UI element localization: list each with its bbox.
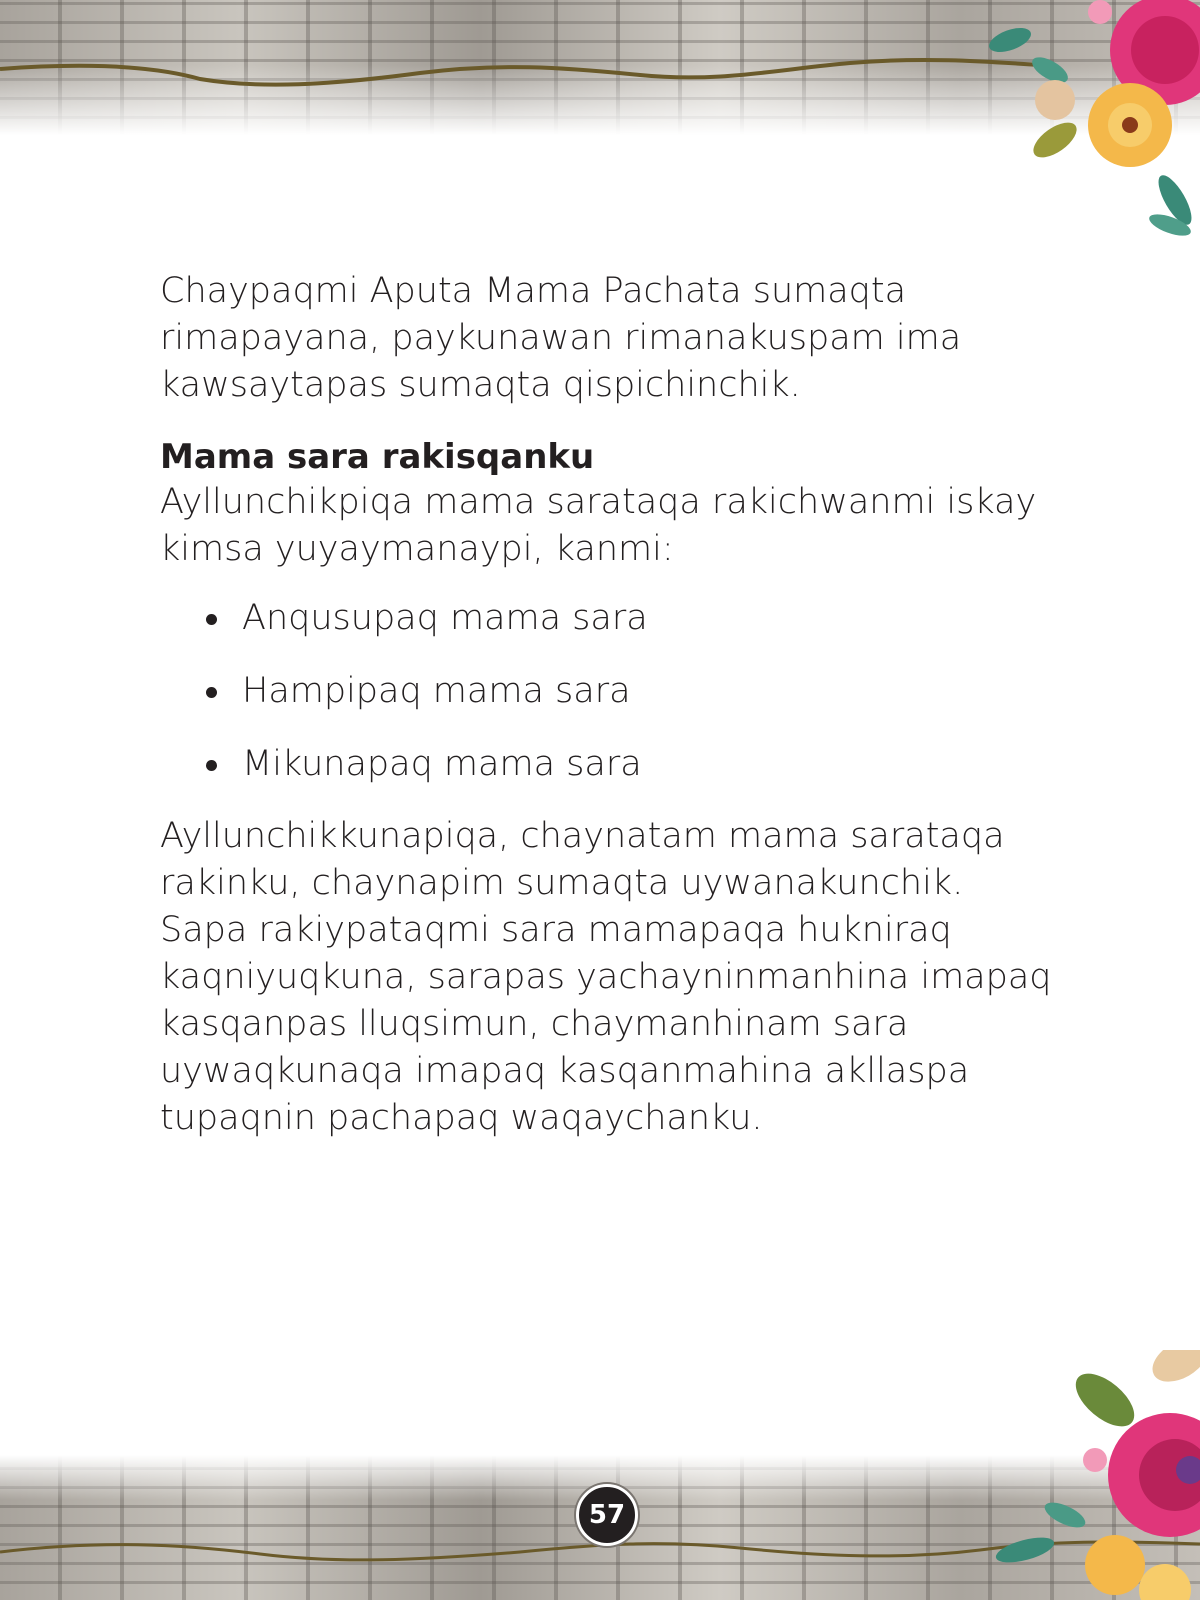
intro-paragraph: Chaypaqmi Aputa Mama Pachata sumaqta rimapayana, paykunawan rimanakuspam ima kawsaytapas sumaqta qispichinchik. (160, 271, 962, 405)
list-intro-paragraph: Ayllunchikpiqa mama sarataqa rakichwanmi iskay kimsa yuyaymanaypi, kanmi: (160, 482, 1037, 569)
list-item: Anqusupaq mama sara (160, 595, 1060, 668)
page-number: 57 (576, 1484, 638, 1546)
section-heading: Mama sara rakisqanku (160, 437, 595, 477)
page-content (160, 268, 1060, 1142)
list-item: Mikunapaq mama sara (160, 741, 1060, 791)
top-right-flower-icon (970, 0, 1200, 245)
bullet-list (160, 595, 1060, 791)
closing-paragraph: Ayllunchikkunapiqa, chaynatam mama sarataqa rakinku, chaynapim sumaqta uywanakunchik. Sapa rakiypataqmi sara mamapaqa hukniraq kaqniyuqkuna, sarapas yachayninmanhina imapaq kasqanpas lluqsimun, chaymanhinam sara uywaqkunaqa imapaq kasqanmahina akllaspa tupaqnin pachapaq waqaychanku. (160, 816, 1052, 1138)
list-item: Hampipaq mama sara (160, 668, 1060, 741)
bottom-right-flower-icon (965, 1350, 1200, 1600)
